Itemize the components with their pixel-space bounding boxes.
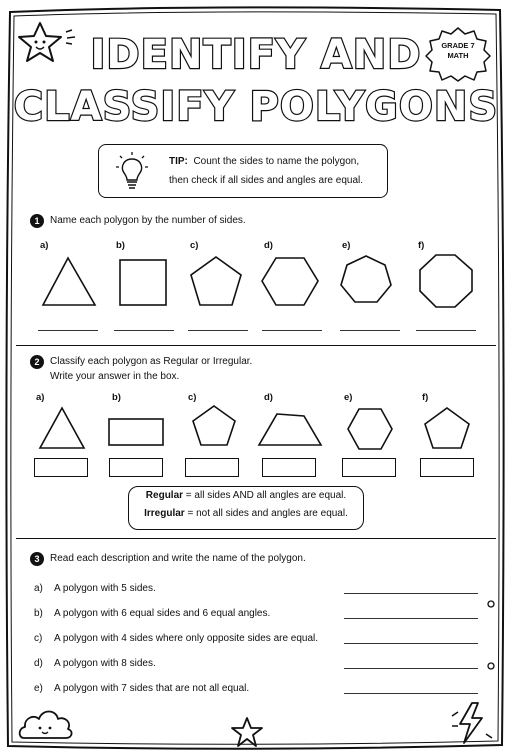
section-divider [16, 538, 496, 539]
q3-answer-line-e[interactable] [344, 693, 478, 694]
q1-label-f: f) [418, 240, 425, 251]
question-2-number: 2 [30, 355, 44, 369]
q2-answer-box-a[interactable] [34, 458, 88, 477]
q1-answer-line-a[interactable] [38, 330, 98, 331]
badge-grade: GRADE 7 [441, 41, 475, 50]
q3-letter-a: a) [34, 583, 43, 594]
page-title-line1: IDENTIFY AND [90, 32, 422, 78]
q3-item-d [34, 658, 156, 669]
q1-label-a: a) [40, 240, 49, 251]
tip-line2: then check if all sides and angles are equal. [169, 175, 364, 186]
regular-definition: = all sides AND all angles are equal. [183, 490, 347, 501]
q1-answer-line-c[interactable] [188, 330, 248, 331]
q3-text-e: A polygon with 7 sides that are not all equal. [54, 683, 250, 694]
q2-rectangle-shape [109, 419, 163, 445]
q1-answer-line-e[interactable] [340, 330, 400, 331]
q3-answer-line-d[interactable] [344, 668, 478, 669]
q1-triangle-shape [43, 258, 95, 305]
q2-pentagon-f-shape [425, 408, 469, 448]
q2-answer-box-b[interactable] [109, 458, 163, 477]
q3-letter-d: d) [34, 658, 43, 669]
q2-pentagon-shape [193, 406, 235, 445]
tip-box [98, 144, 388, 198]
q3-letter-e: e) [34, 683, 43, 694]
border-dots [484, 596, 498, 676]
q1-answer-line-f[interactable] [416, 330, 476, 331]
q2-answer-box-f[interactable] [420, 458, 474, 477]
q1-label-b: b) [116, 240, 125, 251]
q3-item-c [34, 633, 318, 644]
regular-term: Regular [145, 490, 184, 501]
lightbulb-icon [115, 151, 149, 191]
q2-answer-box-d[interactable] [262, 458, 316, 477]
question-2-instruction-line1: Classify each polygon as Regular or Irregular. [50, 356, 253, 367]
q3-letter-b: b) [34, 608, 43, 619]
tip-label: TIP: [169, 156, 188, 167]
question-2-instruction-line2: Write your answer in the box. [50, 371, 180, 382]
tip-line1: Count the sides to name the polygon, [193, 156, 360, 167]
q1-heptagon-shape [341, 256, 391, 302]
cloud-face-icon [16, 704, 76, 742]
lightning-icon [448, 700, 494, 746]
q3-letter-c: c) [34, 633, 43, 644]
q1-label-c: c) [190, 240, 199, 251]
q1-label-e: e) [342, 240, 351, 251]
star-icon [230, 716, 264, 748]
q1-answer-line-b[interactable] [114, 330, 174, 331]
q1-shapes [0, 250, 512, 314]
q2-label-d: d) [264, 392, 273, 403]
q3-answer-line-a[interactable] [344, 593, 478, 594]
section-divider [16, 345, 496, 346]
q3-text-c: A polygon with 4 sides where only opposite sides are equal. [54, 633, 319, 644]
q3-answer-line-b[interactable] [344, 618, 478, 619]
q2-label-f: f) [422, 392, 429, 403]
q2-shapes [0, 400, 512, 452]
q3-item-b [34, 608, 270, 619]
q3-text-a: A polygon with 5 sides. [54, 583, 156, 594]
q2-answer-box-c[interactable] [185, 458, 239, 477]
q2-triangle-shape [40, 408, 84, 448]
q2-label-a: a) [36, 392, 45, 403]
irregular-term: Irregular [144, 508, 185, 519]
question-1-number: 1 [30, 214, 44, 228]
q3-text-d: A polygon with 8 sides. [54, 658, 156, 669]
page-title-line2: CLASSIFY POLYGONS [13, 84, 499, 130]
grade-badge [424, 26, 492, 82]
q3-item-e [34, 683, 249, 694]
question-3-instruction: Read each description and write the name of the polygon. [50, 553, 306, 564]
q1-square-shape [120, 260, 166, 305]
q3-answer-line-c[interactable] [344, 643, 478, 644]
q2-label-c: c) [188, 392, 197, 403]
definition-box [128, 486, 364, 530]
q1-octagon-shape [420, 255, 472, 307]
q1-label-d: d) [264, 240, 273, 251]
badge-subject: MATH [447, 51, 469, 60]
q2-answer-box-e[interactable] [342, 458, 396, 477]
q1-pentagon-shape [191, 257, 241, 305]
question-3-number: 3 [30, 552, 44, 566]
q2-label-e: e) [344, 392, 353, 403]
question-1-instruction: Name each polygon by the number of sides. [50, 215, 246, 226]
q1-answer-line-d[interactable] [262, 330, 322, 331]
q2-hexagon-shape [348, 409, 392, 449]
irregular-definition: = not all sides and angles are equal. [184, 508, 348, 519]
q1-hexagon-shape [262, 258, 318, 305]
q3-text-b: A polygon with 6 equal sides and 6 equal angles. [54, 608, 271, 619]
q2-trapezoid-shape [259, 414, 321, 445]
q3-item-a [34, 583, 156, 594]
q2-label-b: b) [112, 392, 121, 403]
